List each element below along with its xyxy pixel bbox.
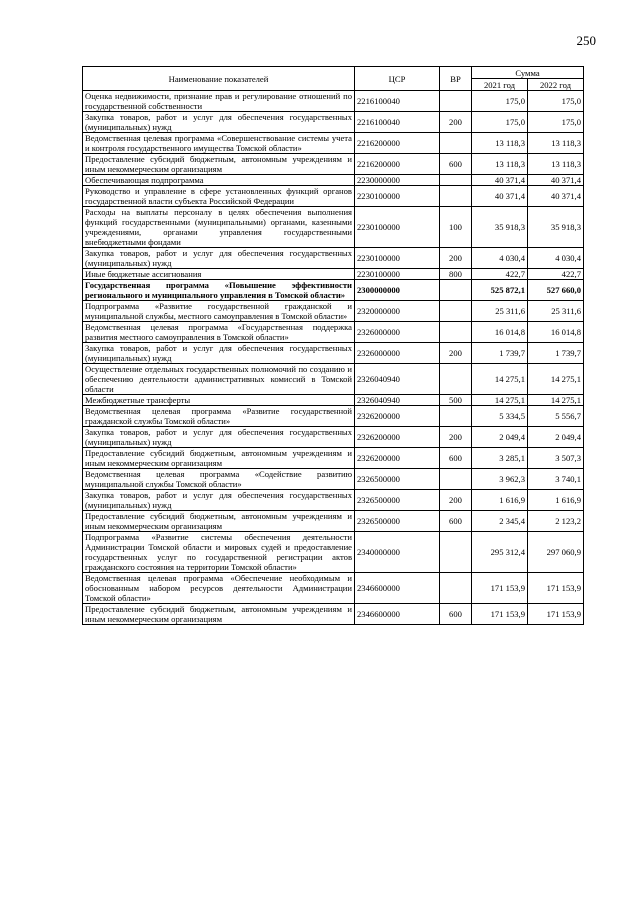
- table-row: [83, 406, 584, 427]
- header-name: Наименование показателей: [83, 67, 355, 91]
- row-csr-code: 2216200000: [355, 154, 440, 175]
- row-csr-code: 2326040940: [355, 395, 440, 406]
- row-csr-code: 2326200000: [355, 406, 440, 427]
- row-name: Подпрограмма «Развитие государственной гражданской и муниципальной службы, местного самоуправления в Томской области»: [83, 301, 355, 322]
- row-name: Осуществление отдельных государственных полномочий по созданию и обеспечению деятельности административных комиссий в Томской области: [83, 364, 355, 395]
- row-csr-code: 2216200000: [355, 133, 440, 154]
- row-sum-2021: 175,0: [472, 91, 528, 112]
- row-vr-code: 500: [440, 395, 472, 406]
- row-vr-code: [440, 406, 472, 427]
- row-sum-2021: 16 014,8: [472, 322, 528, 343]
- row-sum-2021: 525 872,1: [472, 280, 528, 301]
- table-row: [83, 395, 584, 406]
- table-row: [83, 207, 584, 248]
- row-csr-code: 2326500000: [355, 490, 440, 511]
- row-csr-code: 2340000000: [355, 532, 440, 573]
- row-sum-2022: 25 311,6: [528, 301, 584, 322]
- row-name: Ведомственная целевая программа «Развитие государственной гражданской службы Томской области»: [83, 406, 355, 427]
- row-vr-code: [440, 532, 472, 573]
- header-csr: ЦСР: [355, 67, 440, 91]
- row-name: Закупка товаров, работ и услуг для обеспечения государственных (муниципальных) нужд: [83, 112, 355, 133]
- row-csr-code: 2300000000: [355, 280, 440, 301]
- row-vr-code: 200: [440, 427, 472, 448]
- row-sum-2021: 422,7: [472, 269, 528, 280]
- row-name: Подпрограмма «Развитие системы обеспечения деятельности Администрации Томской области и мировых судей и предоставление государственных услуг по государственной регистрации актов гражданского состояния на территории Томской области»: [83, 532, 355, 573]
- row-vr-code: [440, 133, 472, 154]
- row-name: Межбюджетные трансферты: [83, 395, 355, 406]
- table-row: [83, 154, 584, 175]
- table-row: [83, 269, 584, 280]
- row-sum-2021: 2 049,4: [472, 427, 528, 448]
- row-csr-code: 2230100000: [355, 248, 440, 269]
- row-vr-code: 200: [440, 248, 472, 269]
- table-row: [83, 112, 584, 133]
- row-sum-2022: 175,0: [528, 112, 584, 133]
- row-csr-code: 2326200000: [355, 448, 440, 469]
- budget-table: [82, 66, 584, 625]
- row-csr-code: 2326040940: [355, 364, 440, 395]
- row-sum-2022: 40 371,4: [528, 175, 584, 186]
- row-vr-code: 600: [440, 154, 472, 175]
- row-csr-code: 2326200000: [355, 427, 440, 448]
- row-name: Закупка товаров, работ и услуг для обеспечения государственных (муниципальных) нужд: [83, 343, 355, 364]
- row-sum-2021: 40 371,4: [472, 175, 528, 186]
- row-name: Предоставление субсидий бюджетным, автономным учреждениям и иным некоммерческим организациям: [83, 154, 355, 175]
- table-row: [83, 448, 584, 469]
- row-name: Ведомственная целевая программа «Обеспечение необходимым и обоснованным набором ресурсов деятельности Администрации Томской области»: [83, 573, 355, 604]
- row-name: Предоставление субсидий бюджетным, автономным учреждениям и иным некоммерческим организациям: [83, 511, 355, 532]
- row-sum-2021: 295 312,4: [472, 532, 528, 573]
- row-sum-2022: 2 049,4: [528, 427, 584, 448]
- row-name: Оценка недвижимости, признание прав и регулирование отношений по государственной собственности: [83, 91, 355, 112]
- row-csr-code: 2230100000: [355, 186, 440, 207]
- header-year-2022: 2022 год: [528, 79, 584, 91]
- row-sum-2021: 1 739,7: [472, 343, 528, 364]
- row-sum-2021: 14 275,1: [472, 364, 528, 395]
- row-name: Закупка товаров, работ и услуг для обеспечения государственных (муниципальных) нужд: [83, 248, 355, 269]
- header-sum: Сумма: [472, 67, 584, 79]
- row-sum-2022: 527 660,0: [528, 280, 584, 301]
- row-sum-2022: 422,7: [528, 269, 584, 280]
- row-name: Расходы на выплаты персоналу в целях обеспечения выполнения функций государственными (муниципальными) органами, казенными учреждениями, органами управления государственными внебюджетными фондами: [83, 207, 355, 248]
- row-sum-2022: 3 740,1: [528, 469, 584, 490]
- page-number: 250: [576, 33, 596, 48]
- row-sum-2022: 297 060,9: [528, 532, 584, 573]
- table-row: [83, 469, 584, 490]
- table-row: [83, 343, 584, 364]
- table-row: [83, 186, 584, 207]
- row-vr-code: [440, 175, 472, 186]
- row-sum-2022: 171 153,9: [528, 604, 584, 625]
- row-sum-2021: 35 918,3: [472, 207, 528, 248]
- row-csr-code: 2346600000: [355, 573, 440, 604]
- row-csr-code: 2216100040: [355, 112, 440, 133]
- row-sum-2022: 13 118,3: [528, 154, 584, 175]
- row-vr-code: 200: [440, 112, 472, 133]
- row-vr-code: 800: [440, 269, 472, 280]
- row-sum-2022: 40 371,4: [528, 186, 584, 207]
- row-sum-2022: 35 918,3: [528, 207, 584, 248]
- table-row: [83, 511, 584, 532]
- row-vr-code: 600: [440, 448, 472, 469]
- table-row: [83, 175, 584, 186]
- row-sum-2021: 14 275,1: [472, 395, 528, 406]
- row-vr-code: 200: [440, 343, 472, 364]
- row-vr-code: [440, 301, 472, 322]
- row-sum-2021: 171 153,9: [472, 573, 528, 604]
- table-row: [83, 91, 584, 112]
- row-name: Обеспечивающая подпрограмма: [83, 175, 355, 186]
- row-name: Государственная программа «Повышение эффективности регионального и муниципального управления в Томской области»: [83, 280, 355, 301]
- row-sum-2021: 40 371,4: [472, 186, 528, 207]
- row-vr-code: 100: [440, 207, 472, 248]
- row-name: Ведомственная целевая программа «Совершенствование системы учета и контроля государственного имущества Томской области»: [83, 133, 355, 154]
- row-vr-code: [440, 364, 472, 395]
- row-sum-2022: 16 014,8: [528, 322, 584, 343]
- row-vr-code: [440, 91, 472, 112]
- row-sum-2022: 3 507,3: [528, 448, 584, 469]
- row-csr-code: 2326500000: [355, 469, 440, 490]
- row-name: Предоставление субсидий бюджетным, автономным учреждениям и иным некоммерческим организациям: [83, 604, 355, 625]
- table-row: [83, 573, 584, 604]
- row-vr-code: 200: [440, 490, 472, 511]
- row-sum-2022: 2 123,2: [528, 511, 584, 532]
- table-row: [83, 364, 584, 395]
- table-row: [83, 248, 584, 269]
- row-vr-code: [440, 186, 472, 207]
- table-row: [83, 280, 584, 301]
- row-csr-code: 2216100040: [355, 91, 440, 112]
- table-row: [83, 322, 584, 343]
- row-name: Закупка товаров, работ и услуг для обеспечения государственных (муниципальных) нужд: [83, 490, 355, 511]
- row-sum-2022: 1 616,9: [528, 490, 584, 511]
- row-name: Руководство и управление в сфере установленных функций органов государственной власти субъекта Российской Федерации: [83, 186, 355, 207]
- row-sum-2021: 13 118,3: [472, 133, 528, 154]
- row-sum-2022: 13 118,3: [528, 133, 584, 154]
- row-name: Предоставление субсидий бюджетным, автономным учреждениям и иным некоммерческим организациям: [83, 448, 355, 469]
- row-sum-2022: 1 739,7: [528, 343, 584, 364]
- row-sum-2021: 171 153,9: [472, 604, 528, 625]
- row-sum-2022: 4 030,4: [528, 248, 584, 269]
- row-csr-code: 2326000000: [355, 343, 440, 364]
- table-row: [83, 133, 584, 154]
- table-row: [83, 604, 584, 625]
- row-vr-code: 600: [440, 604, 472, 625]
- row-sum-2022: 171 153,9: [528, 573, 584, 604]
- row-sum-2022: 5 556,7: [528, 406, 584, 427]
- table-row: [83, 427, 584, 448]
- table-header: [83, 67, 584, 91]
- row-csr-code: 2230000000: [355, 175, 440, 186]
- row-sum-2021: 2 345,4: [472, 511, 528, 532]
- row-sum-2021: 3 285,1: [472, 448, 528, 469]
- row-vr-code: [440, 573, 472, 604]
- row-sum-2021: 25 311,6: [472, 301, 528, 322]
- row-csr-code: 2230100000: [355, 207, 440, 248]
- row-name: Ведомственная целевая программа «Содействие развитию муниципальной службы Томской области»: [83, 469, 355, 490]
- row-name: Закупка товаров, работ и услуг для обеспечения государственных (муниципальных) нужд: [83, 427, 355, 448]
- table-row: [83, 532, 584, 573]
- row-sum-2022: 14 275,1: [528, 364, 584, 395]
- row-name: Ведомственная целевая программа «Государственная поддержка развития местного самоуправления в Томской области»: [83, 322, 355, 343]
- row-vr-code: [440, 280, 472, 301]
- row-csr-code: 2346600000: [355, 604, 440, 625]
- row-csr-code: 2230100000: [355, 269, 440, 280]
- row-sum-2021: 13 118,3: [472, 154, 528, 175]
- header-vr: ВР: [440, 67, 472, 91]
- row-sum-2022: 14 275,1: [528, 395, 584, 406]
- row-csr-code: 2326000000: [355, 322, 440, 343]
- row-sum-2021: 175,0: [472, 112, 528, 133]
- row-sum-2021: 1 616,9: [472, 490, 528, 511]
- row-sum-2021: 5 334,5: [472, 406, 528, 427]
- row-vr-code: 600: [440, 511, 472, 532]
- row-name: Иные бюджетные ассигнования: [83, 269, 355, 280]
- row-sum-2022: 175,0: [528, 91, 584, 112]
- table-body: [83, 91, 584, 625]
- row-vr-code: [440, 322, 472, 343]
- row-csr-code: 2326500000: [355, 511, 440, 532]
- row-csr-code: 2320000000: [355, 301, 440, 322]
- row-sum-2021: 4 030,4: [472, 248, 528, 269]
- row-sum-2021: 3 962,3: [472, 469, 528, 490]
- table-row: [83, 490, 584, 511]
- row-vr-code: [440, 469, 472, 490]
- table-row: [83, 301, 584, 322]
- header-year-2021: 2021 год: [472, 79, 528, 91]
